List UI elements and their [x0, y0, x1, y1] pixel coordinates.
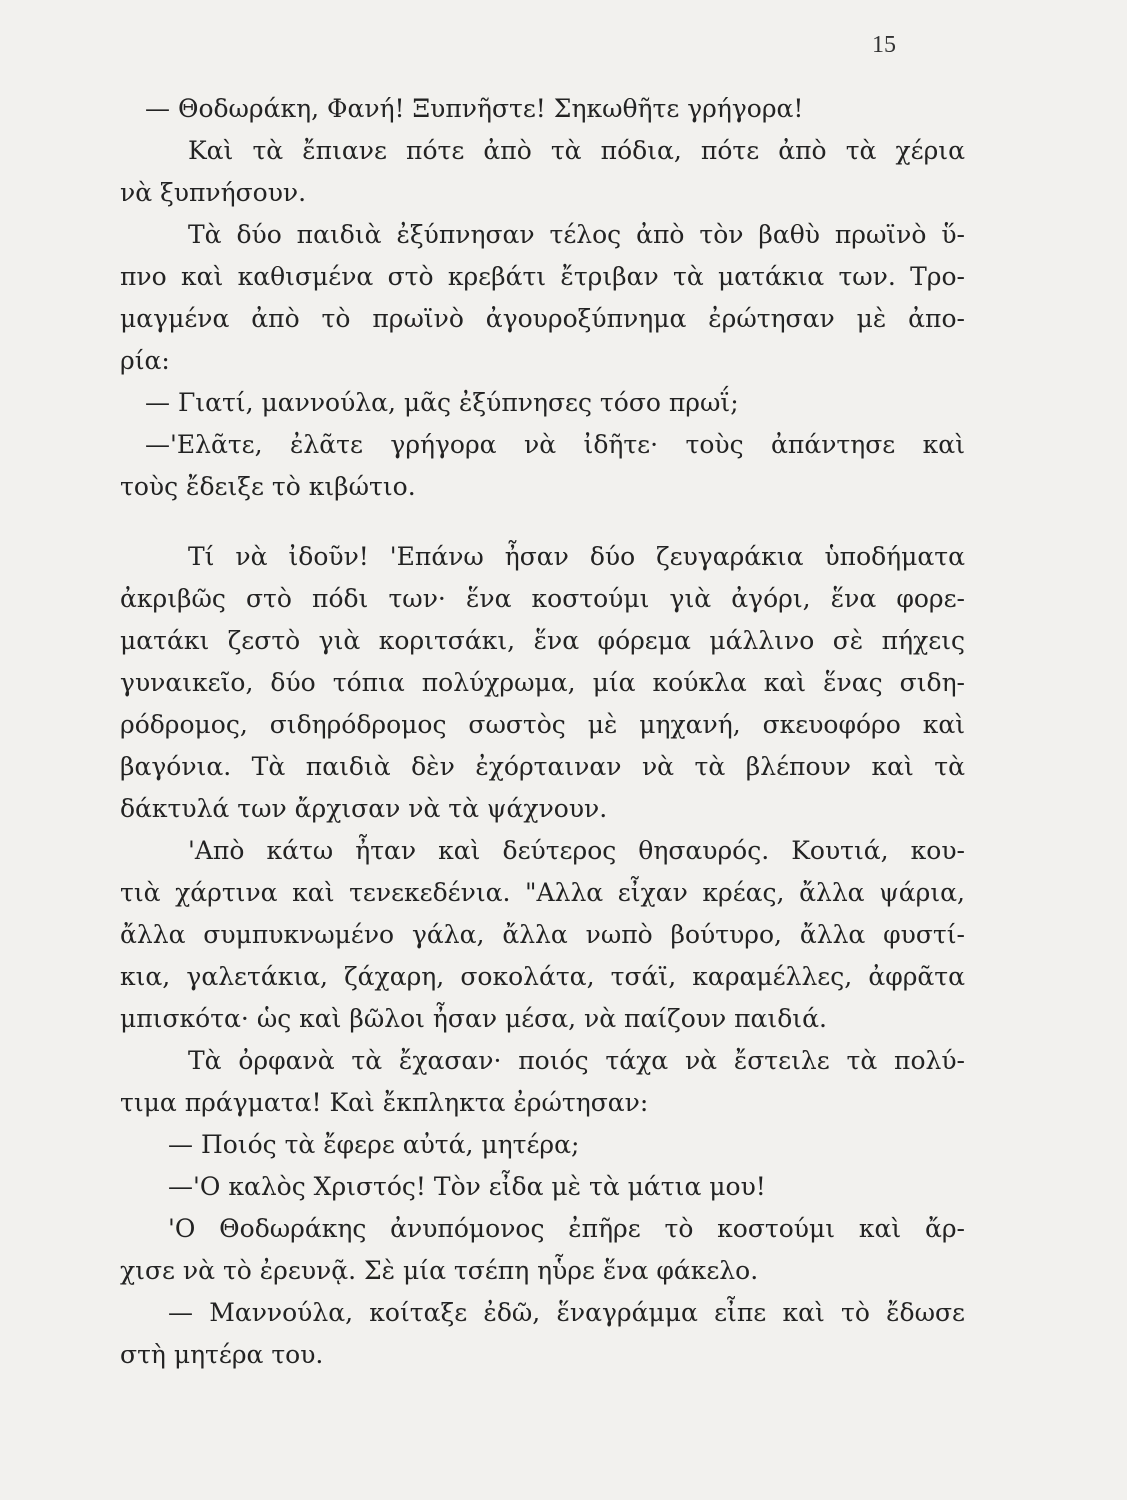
paragraph [120, 382, 965, 424]
text-line: τιμα πράγματα! Καὶ ἔκπληκτα ἐρώτησαν: [120, 1088, 649, 1117]
paragraph [120, 214, 965, 382]
text-line: ρία: [120, 346, 170, 375]
text-line: Τὰ δύο παιδιὰ ἐξύπνησαν τέλος ἀπὸ τὸν βαθὺ πρωϊνὸ ὕ- [188, 220, 965, 249]
paragraph [120, 830, 965, 1040]
text-line: —'Ο καλὸς Χριστός! Τὸν εἶδα μὲ τὰ μάτια μου! [168, 1172, 766, 1201]
text-line: 'Ο Θοδωράκης ἀνυπόμονος ἐπῆρε τὸ κοστούμι καὶ ἄρ- [168, 1214, 965, 1243]
text-line: — Μαννούλα, κοίταξε ἐδῶ, ἕναγράμμα εἶπε καὶ τὸ ἔδωσε [168, 1298, 965, 1327]
text-line: βαγόνια. Τὰ παιδιὰ δὲν ἐχόρταιναν νὰ τὰ βλέπουν καὶ τὰ [120, 752, 965, 781]
text-line: ἄλλα συμπυκνωμένο γάλα, ἄλλα νωπὸ βούτυρο, ἄλλα φυστί- [120, 920, 965, 949]
text-line: —'Ελᾶτε, ἐλᾶτε γρήγορα νὰ ἰδῆτε· τοὺς ἀπάντησε καὶ [145, 430, 965, 459]
paragraph [120, 1292, 965, 1376]
text-line: Καὶ τὰ ἔπιανε πότε ἀπὸ τὰ πόδια, πότε ἀπὸ τὰ χέρια [188, 136, 965, 165]
paragraph [120, 1166, 965, 1208]
text-line: νὰ ξυπνήσουν. [120, 178, 307, 207]
page-number: 15 [872, 32, 896, 58]
text-line: — Θοδωράκη, Φανή! Ξυπνῆστε! Σηκωθῆτε γρήγορα! [145, 94, 804, 123]
text-line: ματάκι ζεστὸ γιὰ κοριτσάκι, ἕνα φόρεμα μάλλινο σὲ πήχεις [120, 626, 965, 655]
text-line: τοὺς ἔδειξε τὸ κιβώτιο. [120, 472, 416, 501]
text-line: κια, γαλετάκια, ζάχαρη, σοκολάτα, τσάϊ, καραμέλλες, ἀφρᾶτα [120, 962, 965, 991]
paragraph [120, 1040, 965, 1124]
text-line: ἀκριβῶς στὸ πόδι των· ἕνα κοστούμι γιὰ ἀγόρι, ἕνα φορε- [120, 584, 965, 613]
text-line: στὴ μητέρα του. [120, 1340, 324, 1369]
text-line: Τί νὰ ἰδοῦν! 'Επάνω ἦσαν δύο ζευγαράκια ὑποδήματα [188, 542, 965, 571]
text-line: γυναικεῖο, δύο τόπια πολύχρωμα, μία κούκλα καὶ ἕνας σιδη- [120, 668, 965, 697]
paragraph [120, 424, 965, 508]
paragraph [120, 1124, 965, 1166]
text-line: τιὰ χάρτινα καὶ τενεκεδένια. "Αλλα εἶχαν κρέας, ἄλλα ψάρια, [120, 878, 965, 907]
text-line: — Ποιός τὰ ἔφερε αὐτά, μητέρα; [168, 1130, 580, 1159]
text-line: δάκτυλά των ἄρχισαν νὰ τὰ ψάχνουν. [120, 794, 608, 823]
text-line: πνο καὶ καθισμένα στὸ κρεβάτι ἔτριβαν τὰ ματάκια των. Τρο- [120, 262, 965, 291]
text-line: — Γιατί, μαννούλα, μᾶς ἐξύπνησες τόσο πρωΐ; [145, 388, 739, 417]
paragraph [120, 130, 965, 214]
paragraph [120, 1208, 965, 1292]
body-text [120, 88, 965, 1376]
paragraph-gap [120, 508, 965, 536]
text-line: 'Απὸ κάτω ἦταν καὶ δεύτερος θησαυρός. Κουτιά, κου- [188, 836, 965, 865]
text-line: μπισκότα· ὡς καὶ βῶλοι ἦσαν μέσα, νὰ παίζουν παιδιά. [120, 1004, 827, 1033]
text-line: ρόδρομος, σιδηρόδρομος σωστὸς μὲ μηχανή, σκευοφόρο καὶ [120, 710, 965, 739]
text-line: Τὰ ὀρφανὰ τὰ ἔχασαν· ποιός τάχα νὰ ἔστειλε τὰ πολύ- [188, 1046, 965, 1075]
paragraph [120, 536, 965, 830]
paragraph [120, 88, 965, 130]
text-line: χισε νὰ τὸ ἐρευνᾷ. Σὲ μία τσέπη ηὗρε ἕνα φάκελο. [120, 1256, 759, 1285]
text-line: μαγμένα ἀπὸ τὸ πρωϊνὸ ἀγουροξύπνημα ἐρώτησαν μὲ ἀπο- [120, 304, 965, 333]
